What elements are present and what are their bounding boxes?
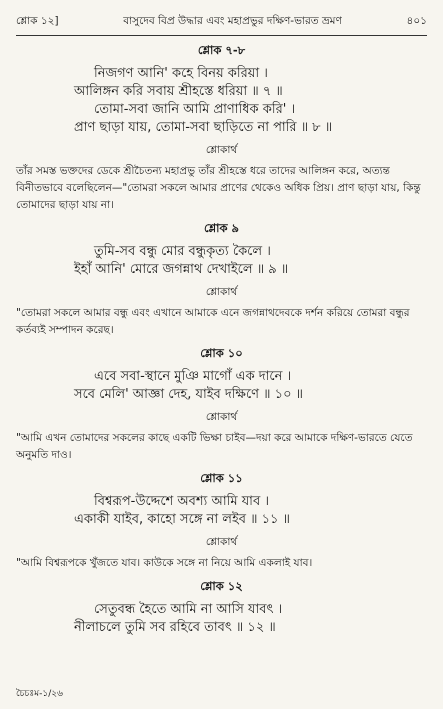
verse-line: এবে সবা-স্থানে মুঞি মাগোঁ এক দানে । (94, 369, 292, 384)
page-number: ৪০১ (406, 15, 427, 27)
verse-heading: শ্লোক ১০ (200, 346, 243, 360)
verse-line: বিশ্বরূপ-উদ্দেশে অবশ্য আমি যাব । (94, 494, 269, 509)
translation-text: "আমি এখন তোমাদের সকলের কাছে একটি ভিক্ষা চাইব—দয়া করে আমাকে দক্ষিণ-ভারতে যেতে অনুমতি দাও। (16, 432, 413, 461)
translation-heading: শ্লোকার্থ (205, 144, 238, 156)
verse-line: প্রাণ ছাড়া যায়, তোমা-সবা ছাড়িতে না পারি ॥ ৮ ॥ (74, 120, 333, 135)
verse-section-11 (16, 470, 427, 572)
verse-section-10 (16, 345, 427, 464)
verse-heading: শ্লোক ৯ (203, 221, 240, 235)
verse-heading: শ্লোক ১২ (200, 579, 243, 593)
verse-line: নিজগণ আনি' কহে বিনয় করিয়া । (94, 66, 268, 81)
translation-text: "তোমরা সকলে আমার বন্ধু এবং এখানে আমাকে এনে জগন্নাথদেবকে দর্শন করিয়ে তোমরা বন্ধুর কর্তব্যই সম্পাদন করেছ। (16, 307, 410, 336)
verse-section-9 (16, 220, 427, 339)
translation-heading: শ্লোকার্থ (205, 411, 238, 423)
verse-line: একাকী যাইব, কাহো সঙ্গে না লইব ॥ ১১ ॥ (74, 512, 290, 527)
verse-line: সেতুবন্ধ হৈতে আমি না আসি যাবৎ । (94, 602, 283, 617)
verse-line: তোমা-সবা জানি আমি প্রাণাধিক করি' । (94, 102, 296, 117)
translation-text: "আমি বিশ্বরূপকে খুঁজতে যাব। কাউকে সঙ্গে না নিয়ে আমি একলাই যাব। (16, 557, 313, 569)
verse-heading: শ্লোক ১১ (200, 471, 243, 485)
verse-line: আলিঙ্গন করি সবায় শ্রীহস্তে ধরিয়া ॥ ৭ ॥ (74, 84, 283, 99)
header-chapter-title: বাসুদেব বিপ্র উদ্ধার এবং মহাপ্রভুর দক্ষিণ-ভারত ভ্রমণ (123, 15, 342, 27)
verse-line: নীলাচলে তুমি সব রহিবে তাবৎ ॥ ১২ ॥ (74, 620, 276, 635)
translation-heading: শ্লোকার্থ (205, 536, 238, 548)
header-verse-ref: শ্লোক ১২] (16, 15, 59, 27)
verse-line: তুমি-সব বন্ধু মোর বন্ধুকৃত্য কৈলে । (94, 244, 271, 259)
verse-section-7-8 (16, 42, 427, 214)
translation-text: তাঁর সমস্ত ভক্তদের ডেকে শ্রীচৈতন্য মহাপ্রভু তাঁর শ্রীহস্তে ধরে তাদের আলিঙ্গন করে, অত্যন্ত বিনীতভাবে বলেছিলেন—"তোমরা সকলে আমার প্রাণের থেকেও অধিক প্রিয়। প্রাণ ছাড়া যায়, কিন্তু তোমাদের ছাড়া যায় না। (16, 165, 421, 211)
header-rule (16, 35, 427, 36)
translation-heading: শ্লোকার্থ (205, 286, 238, 298)
verse-heading: শ্লোক ৭-৮ (197, 43, 246, 57)
verse-section-12 (16, 578, 427, 637)
verse-line: সবে মেলি' আজ্ঞা দেহ, যাইব দক্ষিণে ॥ ১০ ॥ (74, 387, 304, 402)
footer-signature: চৈচঃম-১/২৬ (16, 689, 63, 699)
verse-line: ইহাঁ আনি' মোরে জগন্নাথ দেখাইলে ॥ ৯ ॥ (74, 262, 289, 277)
running-header (16, 14, 427, 31)
